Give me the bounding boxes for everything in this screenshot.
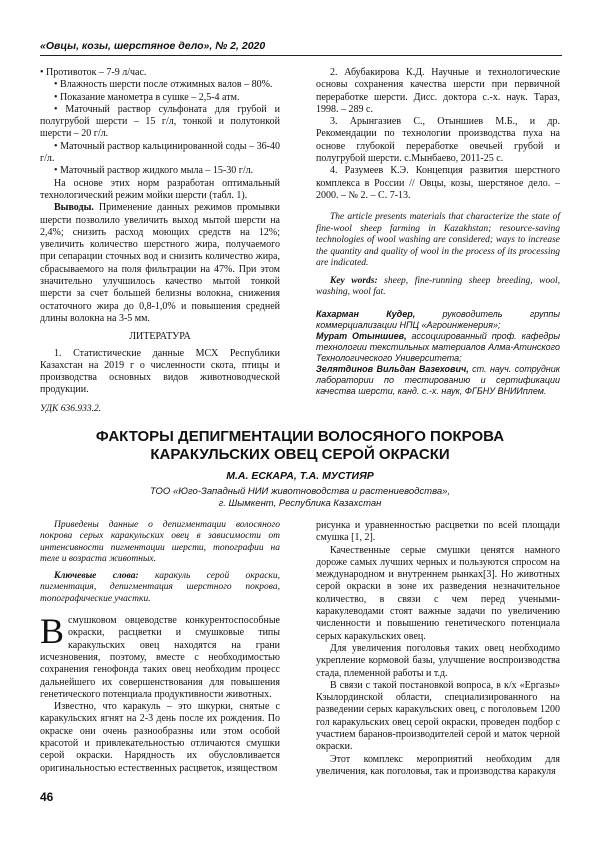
list-item: • Маточный раствор жидкого мыла – 15-30 г/л. xyxy=(54,165,254,177)
author-name: Мурат Отыншиев, xyxy=(316,330,407,341)
author-name: Зелятдинов Вильдан Вазехович, xyxy=(316,363,469,374)
paragraph-text: смушковом овцеводстве конкурентоспособные окраски, расцветки и смушковые типы каракульских овец находятся на грани исчезновения, поэтому, вместе с необходимостью сохранения генофонда таких овец необходим процесс дальнейшего их совершенствования для повышения генетического потенциала продуктивности животных. xyxy=(40,615,280,700)
paragraph: Известно, что каракуль – это шкурки, снятые с каракульских ягнят на 2-3 день после их рождения. По окраске они очень разнообразны или этом особой красотой и привлекательностью отличаются смушки серой окраски. Нарядность их обусловливается оригинальностью естественных расцветок, изяществом xyxy=(40,701,280,774)
english-keywords xyxy=(316,276,560,299)
list-item: • Маточный раствор кальцинированной соды – 36-40 г/л. xyxy=(40,140,280,165)
author-role: ассоциированный проф. кафедры технологии текстильных материалов Алма-Атинского Технологического Университета; xyxy=(316,330,560,363)
keywords-text: sheep, fine-running sheep breeding, wool, washing, wool fat. xyxy=(316,275,560,298)
conclusions-paragraph xyxy=(40,202,280,325)
keywords-text: каракуль серой окраски, пигментация, депигментация шерстного покрова, топографические участки. xyxy=(40,571,280,604)
header-rule xyxy=(40,55,562,56)
right-bottom-column xyxy=(316,520,560,778)
udc-code: УДК 636.933.2. xyxy=(40,404,102,414)
list-item: • Показание манометра в сушке – 2,5-4 атм. xyxy=(54,91,240,103)
journal-header: «Овцы, козы, шерстяное дело», № 2, 2020 xyxy=(40,40,266,52)
author-role: ст. науч. сотрудник лаборатории по тестированию и сертификации качества шерсти, канд. с.-х. наук, ФГБНУ ВНИИплем. xyxy=(316,363,560,396)
author-3 xyxy=(316,364,560,397)
author-name: Кахарман Кудер, xyxy=(316,308,416,319)
reference: 4. Разумеев К.Э. Концепция развития шерстного комплекса в России // Овцы, козы, шерстяное дело. – 2000. – № 2. – С. 7-13. xyxy=(316,165,560,201)
author-2 xyxy=(316,331,560,364)
paragraph: В связи с такой постановкой вопроса, в к/х «Ергазы» Кзылординской области, специализированного на разведении серых каракульских овец, с поголовьем 1200 гол каракульских овец серой окраски, проведен подбор с участием баранов-производителей серой и маток черной окраски. xyxy=(316,679,560,753)
right-top-column xyxy=(316,67,560,397)
left-bottom-column xyxy=(40,520,280,775)
left-top-column xyxy=(40,67,280,397)
paragraph: На основе этих норм разработан оптимальный технологический режим мойки шерсти (табл. 1). xyxy=(40,177,280,201)
reference: 1. Статистические данные МСХ Республики Казахстан на 2019 г о численности скота, птицы и производства основных видов животноводческой продукции. xyxy=(40,347,280,396)
author-role: руководитель группы коммерциализации НПЦ «Агроинженерия»; xyxy=(316,308,560,330)
affiliation-line-1: ТОО «Юго-Западный НИИ животноводства и растениеводства», xyxy=(149,486,451,497)
list-item: • Маточный раствор сульфоната для грубой и полугрубой шерсти – 15 г/л, тонкой и полутонкой шерсти – 20 г/л. xyxy=(40,103,280,140)
keywords-label: Ключевые слова: xyxy=(54,571,139,582)
paragraph: Качественные серые смушки ценятся намного дороже самых лучших черных и пользуются спросом на международном и внутреннем рынках[3]. Но животных серой окраски в зоне их разведения незначительное количество, в связи с чем перед учеными-каракулеводами стоят важные задачи по увеличению численности и повышению генетического потенциала серых каракульских овец. xyxy=(316,544,560,642)
conclusions-label: Выводы. xyxy=(54,202,94,214)
paragraph: рисунка и уравненностью расцветки по всей площади смушка [1, 2]. xyxy=(316,520,560,544)
list-item: • Противоток – 7-9 л/час. xyxy=(40,67,147,78)
paragraph xyxy=(40,611,280,701)
english-abstract: The article presents materials that characterize the state of fine-wool sheep farming in Kazakhstan; resource-saving technologies of wool washing are considered; ways to increase the quantity and quality of wool in the process of its processing are indicated. xyxy=(316,212,560,269)
reference: 2. Абубакирова К.Д. Научные и технологические основы сохранения качества шерсти при первичной переработке шерсти. Дисс. доктора с.-х. наук. Тараз, 1998. – 289 с. xyxy=(316,67,560,115)
literature-heading: ЛИТЕРАТУРА xyxy=(129,331,191,343)
article-authors: М.А. ЕСКАРА, Т.А. МУСТИЯР xyxy=(226,470,374,482)
affiliation-line-2: г. Шымкент, Республика Казахстан xyxy=(218,498,382,509)
author-info xyxy=(316,309,560,397)
article-title-line-1: ФАКТОРЫ ДЕПИГМЕНТАЦИИ ВОЛОСЯНОГО ПОКРОВА xyxy=(95,428,505,445)
drop-cap: В xyxy=(40,611,65,652)
author-1 xyxy=(316,309,560,331)
paragraph: Этот комплекс мероприятий необходим для увеличения, как поголовья, так и производства каракуля xyxy=(316,753,560,777)
russian-abstract: Приведены данные о депигментации волосяного покрова серых каракульских овец в зависимости от интенсивности пигментации шерсти, топографии на теле и возраста животных. xyxy=(40,520,280,564)
paragraph: Для увеличения поголовья таких овец необходимо укрепление кормовой базы, улучшение воспроизводства стада, племенной работы и т.д. xyxy=(316,642,560,679)
russian-keywords xyxy=(40,571,280,605)
article-title-line-2: КАРАКУЛЬСКИХ ОВЕЦ СЕРОЙ ОКРАСКИ xyxy=(150,446,450,463)
keywords-label: Key words: xyxy=(330,275,378,286)
conclusions-text: Применение данных режимов промывки шерсти позволило увеличить выход мытой шерсти на 2,4%; снизить расход моющих средств на 12%; увеличить количество шерстного жира, получаемого при сепарации сточных вод и снизить количество жира, сбрасываемого на поля фильтрации на 47%. При этом значительно улучшилось качество мытой тонкой шерсти за счет большей белизны волокна, снижения остаточного жира до 0,8-1,0% и повышения средней длины волокна на 3-5 мм. xyxy=(40,202,280,324)
page-number: 46 xyxy=(40,790,54,804)
list-item: • Влажность шерсти после отжимных валов – 80%. xyxy=(54,79,273,91)
reference: 3. Арынгазиев С., Отыншиев М.Б., и др. Рекомендации по технологии производства пуха на основе глубокой переработке овечьей грубой и полугрубой шерсти. с.Мынбаево, 2011-25 с. xyxy=(316,116,560,165)
